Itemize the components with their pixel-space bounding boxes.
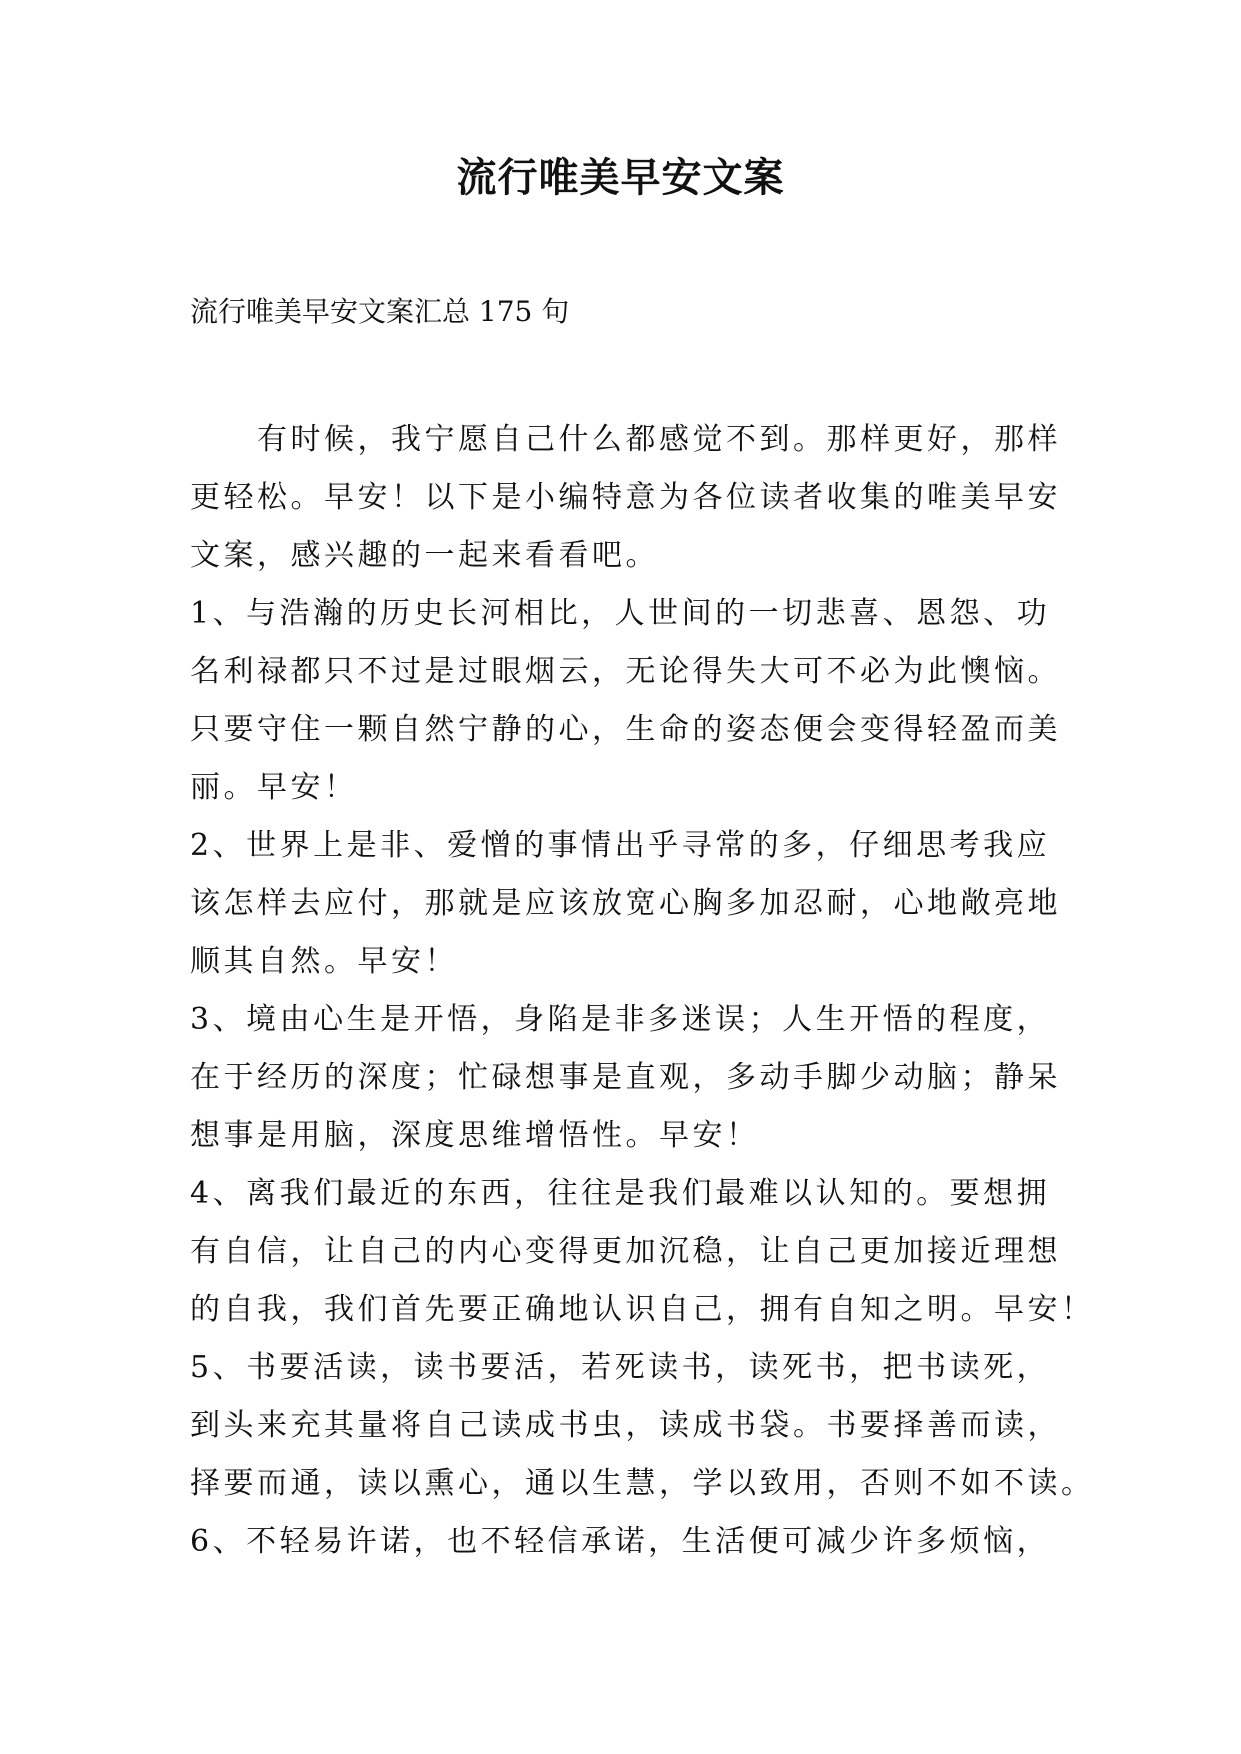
body-line: 4、离我们最近的东西，往往是我们最难以认知的。要想拥 [190, 1176, 1051, 1211]
body-line: 1、与浩瀚的历史长河相比，人世间的一切悲喜、恩怨、功 [190, 596, 1051, 631]
body-line: 到头来充其量将自己读成书虫，读成书袋。书要择善而读， [190, 1408, 1061, 1443]
document-subtitle: 流行唯美早安文案汇总 175 句 [190, 295, 570, 328]
body-line: 文案，感兴趣的一起来看看吧。 [190, 538, 659, 573]
body-line: 有时候，我宁愿自己什么都感觉不到。那样更好，那样 [190, 422, 1061, 457]
body-line: 想事是用脑，深度思维增悟性。早安！ [190, 1118, 760, 1153]
document-title: 流行唯美早安文案 [456, 154, 785, 201]
document-body [190, 411, 1095, 1571]
body-line: 5、书要活读，读书要活，若死读书，读死书，把书读死， [190, 1350, 1051, 1385]
body-line: 在于经历的深度；忙碌想事是直观，多动手脚少动脑；静呆 [190, 1060, 1061, 1095]
body-line: 丽。早安！ [190, 770, 358, 805]
body-line: 更轻松。早安！以下是小编特意为各位读者收集的唯美早安 [190, 480, 1061, 515]
body-line: 的自我，我们首先要正确地认识自己，拥有自知之明。早安！ [190, 1292, 1095, 1327]
body-line: 3、境由心生是开悟，身陷是非多迷误；人生开悟的程度， [190, 1002, 1051, 1037]
body-line: 顺其自然。早安！ [190, 944, 458, 979]
body-line: 该怎样去应付，那就是应该放宽心胸多加忍耐，心地敞亮地 [190, 886, 1061, 921]
body-line: 2、世界上是非、爱憎的事情出乎寻常的多，仔细思考我应 [190, 828, 1051, 863]
body-line: 择要而通，读以熏心，通以生慧，学以致用，否则不如不读。 [190, 1466, 1095, 1501]
body-line: 6、不轻易许诺，也不轻信承诺，生活便可减少许多烦恼， [190, 1524, 1051, 1559]
body-line: 只要守住一颗自然宁静的心，生命的姿态便会变得轻盈而美 [190, 712, 1061, 747]
body-line: 有自信，让自己的内心变得更加沉稳，让自己更加接近理想 [190, 1234, 1061, 1269]
body-line: 名利禄都只不过是过眼烟云，无论得失大可不必为此懊恼。 [190, 654, 1061, 689]
